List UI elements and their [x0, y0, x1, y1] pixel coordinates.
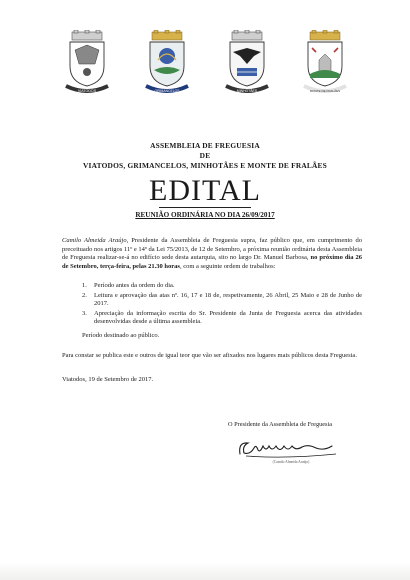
agenda-item-number: 2.: [82, 291, 87, 299]
monte-de-fralaes-crest-label: MONTE DE FRALÃES: [309, 89, 341, 93]
agenda-item-text: Apreciação da informação escrita do Sr. Presidente da Junta de Freguesia acerca das atividades desenvolvidas desde a última assembleia.: [94, 309, 362, 326]
handwritten-signature: [236, 434, 346, 460]
president-name: Camilo Almeida Araújo: [62, 237, 127, 244]
agenda-item: [82, 292, 362, 309]
intro-text-part1: , Presidente da Assembleia de Freguesia supra, faz público que, em cumprimento do preceituado nos artigos 11º e 14º da Lei 75/2013, de 12 de Setembro, a próxima reunião ordinária desta Assembleia de Freguesia realizar-se-á no edifício sede desta autarquia, sito no largo Dr. Manuel Barbosa,: [62, 237, 363, 262]
document-title: EDITAL: [149, 174, 261, 207]
monte-de-fralaes-crest-icon: [298, 30, 352, 96]
agenda-item-text: Período antes da ordem do dia.: [94, 282, 175, 289]
meeting-date-time: no próximo dia 26 de Setembro, terça-feira, pelas 21.30 horas: [62, 254, 362, 270]
agenda-item-text: Leitura e aprovação das atas nº. 16, 17 e 18 de, respetivamente, 26 Abril, 25 Maio e 28 de Junho de 2017.: [94, 291, 362, 308]
signatory-title: O Presidente da Assembleia de Freguesia: [228, 421, 333, 428]
publication-notice: Para constar se publica este e outros de igual teor que vão ser afixados nos lugares mais públicos desta Freguesia.: [62, 352, 357, 359]
grimancelos-crest-label: GRIMANCELOS: [154, 89, 180, 93]
assembly-heading-line1: ASSEMBLEIA DE FREGUESIA: [150, 141, 260, 150]
agenda-list: [82, 282, 362, 328]
crests-row: [60, 30, 360, 98]
title-underline: [159, 207, 251, 208]
page-bottom-shadow: [0, 562, 410, 580]
signatory-name: (Camilo Almeida Araújo): [272, 460, 310, 464]
viatodos-crest-label: VIATODOS: [77, 89, 97, 93]
agenda-item: [82, 310, 362, 327]
minhotaes-crest-icon: [220, 30, 274, 96]
grimancelos-crest-icon: [140, 30, 194, 96]
agenda-item: [82, 282, 362, 291]
public-period-text: Período destinado ao público.: [82, 332, 160, 339]
minhotaes-crest-label: MINHOTÃES: [236, 89, 258, 93]
assembly-heading-line2: DE: [199, 151, 211, 160]
agenda-item-number: 3.: [82, 309, 87, 317]
intro-paragraph: [62, 237, 362, 271]
agenda-item-number: 1.: [82, 282, 87, 289]
intro-text-part2: , com a seguinte ordem de trabalhos:: [179, 262, 276, 270]
viatodos-crest-icon: [60, 30, 114, 96]
assembly-heading-line3: VIATODOS, GRIMANCELOS, MINHOTÃES E MONTE DE FRALÃES: [83, 161, 327, 170]
meeting-subtitle: REUNIÃO ORDINÁRIA NO DIA 26/09/2017: [135, 211, 275, 219]
place-date-line: Viatodos, 19 de Setembro de 2017.: [62, 376, 154, 383]
